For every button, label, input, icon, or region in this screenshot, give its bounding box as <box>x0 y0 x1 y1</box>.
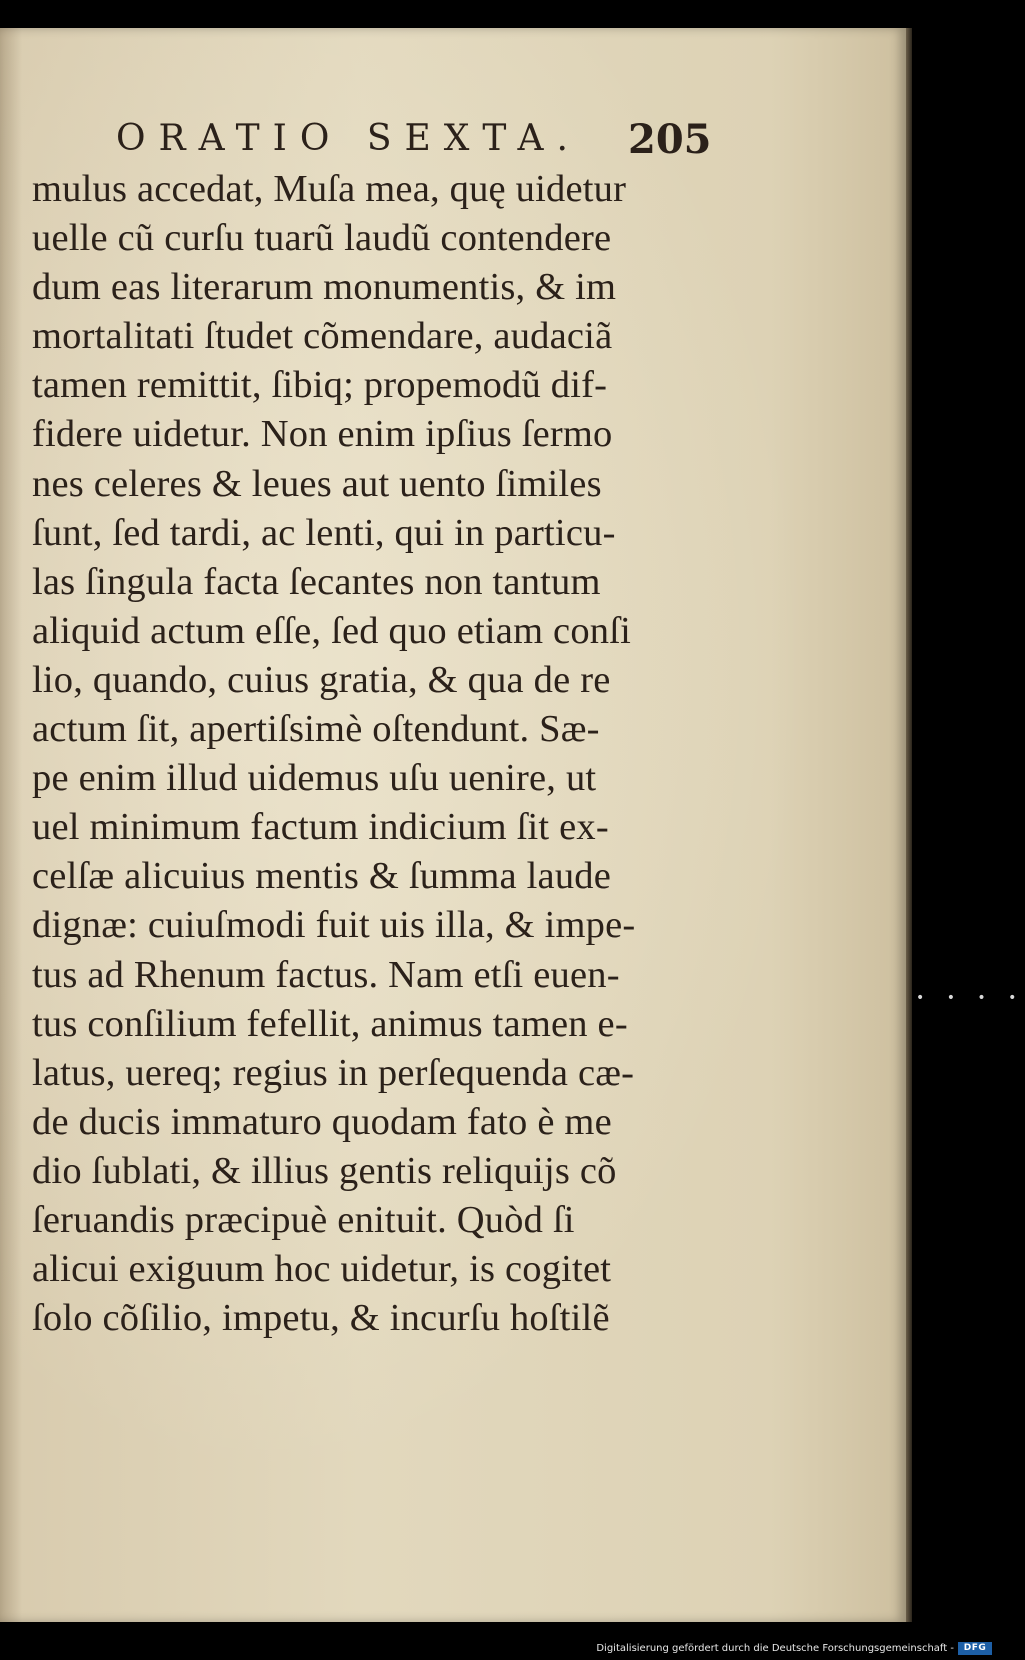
text-line: nes celeres & leues aut uento ſimiles <box>32 462 602 505</box>
text-line: dio ſublati, & illius gentis reliquijs cõ <box>32 1149 617 1192</box>
text-line: mortalitati ſtudet cõmendare, audaciã <box>32 315 613 358</box>
text-line: uel minimum factum indicium ſit ex- <box>32 806 609 849</box>
text-line: dum eas literarum monumentis, & im <box>32 266 617 309</box>
text-line: de ducis immaturo quodam fato è me <box>32 1100 612 1143</box>
dfg-logo: DFG <box>958 1642 992 1655</box>
page-edge <box>906 28 912 1622</box>
text-line: tus ad Rhenum factus. Nam etſi euen- <box>32 953 620 996</box>
page-number: 205 <box>628 116 712 163</box>
text-line: alicui exiguum hoc uidetur, is cogitet <box>32 1248 612 1291</box>
text-line: ſolo cõſilio, impetu, & incurſu hoſtilẽ <box>32 1297 610 1340</box>
text-line: tamen remittit, ſibiq; propemodũ dif- <box>32 364 608 407</box>
text-line: actum ſit, apertiſsimè oſtendunt. Sæ- <box>32 708 600 751</box>
text-line: lio, quando, cuius gratia, & qua de re <box>32 658 611 701</box>
text-line: ſunt, ſed tardi, ac lenti, qui in particu- <box>32 511 616 554</box>
text-line: tus conſilium fefellit, animus tamen e- <box>32 1002 628 1045</box>
text-line: uelle cũ curſu tuarũ laudũ contendere <box>32 217 612 260</box>
page-gutter-shadow <box>0 28 22 1622</box>
text-line: latus, uereq; regius in perſequenda cæ- <box>32 1051 635 1094</box>
text-line: las ſingula facta ſecantes non tantum <box>32 560 601 603</box>
margin-dots: • • • • <box>916 990 1025 1006</box>
text-line: fidere uidetur. Non enim ipſius ſermo <box>32 413 613 456</box>
text-line: celſæ alicuius mentis & ſumma laude <box>32 855 612 898</box>
body-text <box>32 165 692 1343</box>
page-header <box>116 118 716 168</box>
text-line: aliquid actum eſſe, ſed quo etiam conſi <box>32 609 632 652</box>
text-line: ſeruandis præcipuè enituit. Quòd ſi <box>32 1198 575 1241</box>
text-line: mulus accedat, Muſa mea, quę uidetur <box>32 168 627 210</box>
text-line: pe enim illud uidemus uſu uenire, ut <box>32 757 597 800</box>
text-line: dignæ: cuiuſmodi fuit uis illa, & impe- <box>32 904 636 947</box>
funding-note: Digitalisierung gefördert durch die Deutsche Forschungsgemeinschaft - <box>596 1643 954 1654</box>
running-head: ORATIO SEXTA. <box>116 118 581 159</box>
